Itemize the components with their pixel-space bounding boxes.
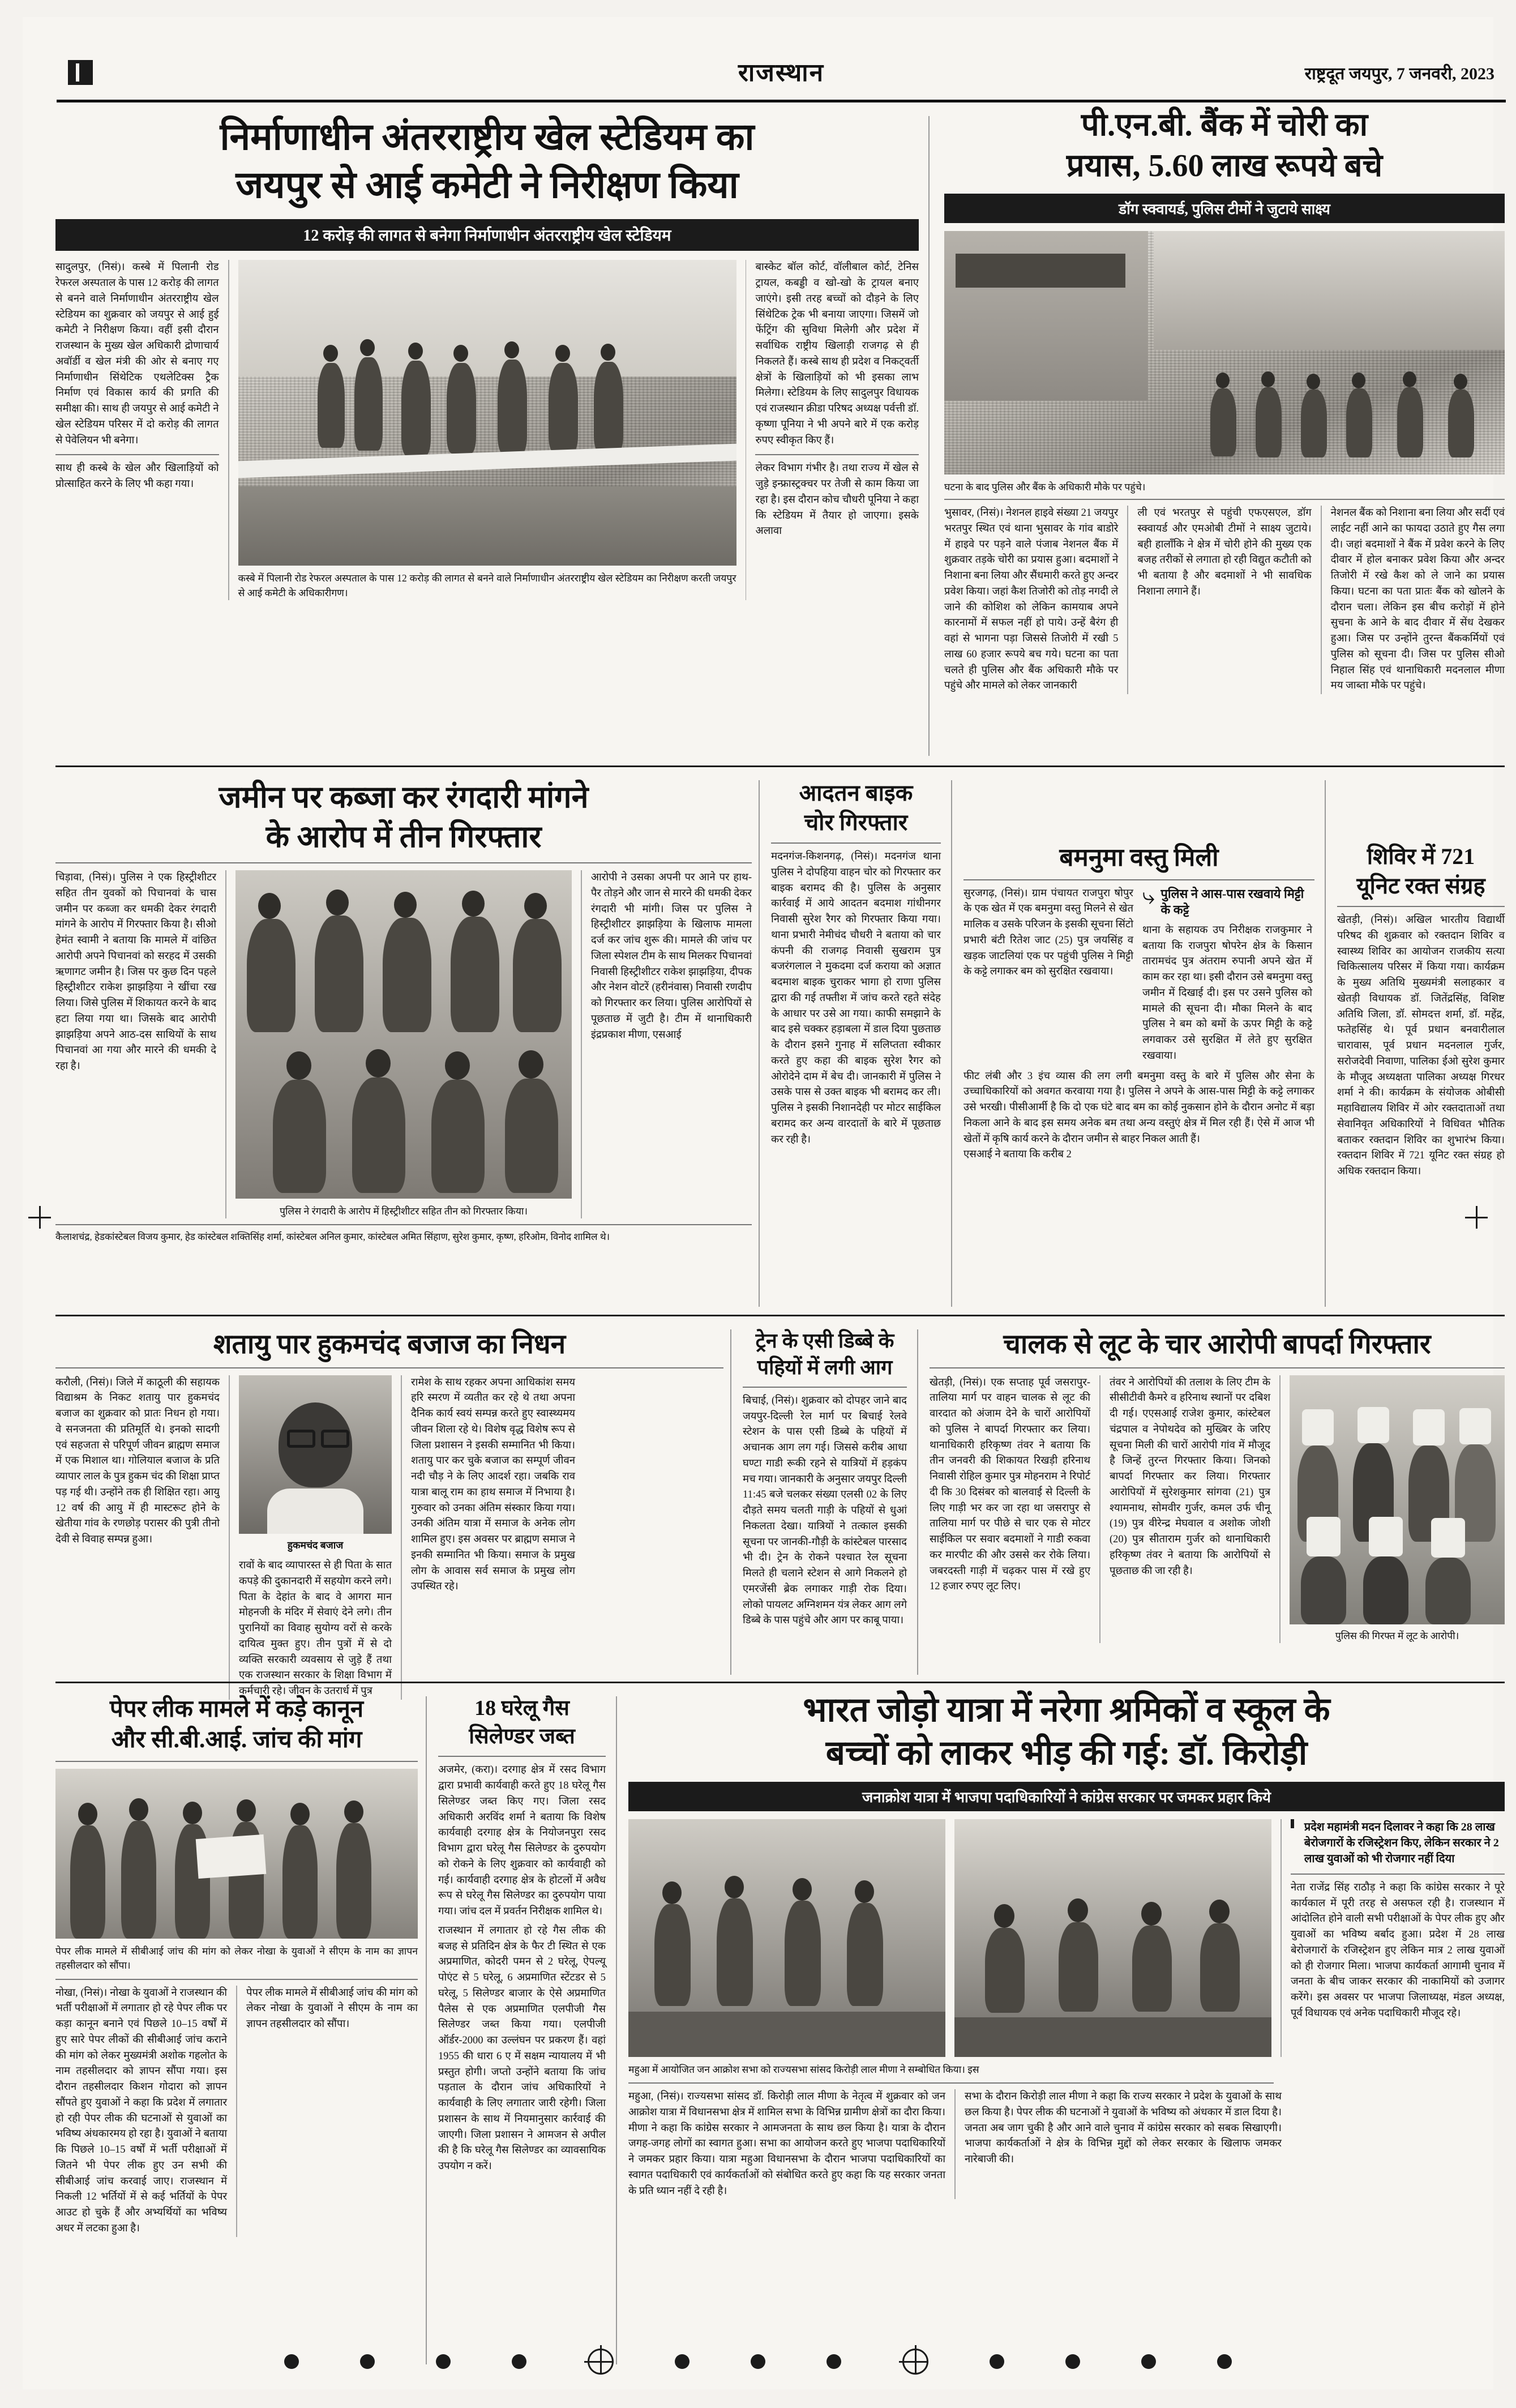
vastu-col-3: फीट लंबी और 3 इंच व्यास की लग लगी बमनुमा वस्तु के बारे में पुलिस और सेना के उच्चाधिकारियों को अवगत करवाया गया है। पुलिस ने अपने के आस-पास मिट्टी के कट्टे लगाकर उसे भरखी। पीसीआर्मी है कि दो एक घंटे बाद बम का कोई नुकसान होने के दौरान अनोट में बड़ा निकला आने के बाद इस समय अनेक बम तथा अन्य वस्तुएं क्षेत्र में मिल रही हैं। ऐसे में आज भी खेतों में कृषि कार्य करने के दौरान जमीन से बाहर निकल आती हैं। [963,1070,1314,1145]
blood-headline-2: यूनिट रक्त संग्रह [1356,873,1485,899]
land-headline-2: के आरोप में तीन गिरफ्तार [265,819,542,854]
page-sheet [23,17,1505,2389]
vastu-col-1: सुरजगढ़, (निसं)। ग्राम पंचायत राजपुरा षोपुर के एक खेत में एक बमनुमा वस्तु मिलने से खेत मालिक व उसके परिजन के इसकी सूचना सिंटो प्रभारी बंटी रितेश जाट (25) पुत्र जयसिंह व खड़क जाटलियां एक पर पहुंची पुलिस ने मिट्टी के कट्टे लगाकर बम को सुरक्षित रखवाया। [963,887,1133,978]
lead-photo-block [238,260,736,600]
edition-line: राष्ट्रदूत जयपुर, 7 जनवरी, 2023 [1304,65,1494,83]
lead-headline-2: जयपुर से आई कमेटी ने निरीक्षण किया [235,165,739,207]
paperleak-headline-1: पेपर लीक मामले में कड़े कानून [109,1696,364,1722]
page-title: राजस्थान [738,59,825,87]
bjy-sidebar-body: नेता राजेंद्र सिंह राठौड़ ने कहा कि कांग्रेस सरकार ने पूरे कार्यकाल में पूरी तरह से असफल रही है। राजस्थान में आंदोलित होने वाली सभी परीक्षाओं के पेपर लीक हुए और युवाओं का भविष्य बर्बाद हुआ। प्रदेश में 28 लाख बेरोजगारों के रजिस्ट्रेशन हुए लेकिन मात्र 2 लाख युवाओं को ही रोजगार मिला। भाजपा कार्यकर्ता आगामी चुनाव में जनता के बीच जाकर सरकार की नाकामियों को उजागर करेंगे। इस अवसर पर भाजपा जिलाध्यक्ष, मंडल अध्यक्ष, पूर्व विधायक एवं अनेक पदाधिकारी मौजूद रहे। [1290,1881,1505,2019]
obituary-col-2: रावों के बाद व्यापारस्त से ही पिता के सात कपड़े की दुकानदारी में सहयोग करने लगे। पिता के देहांत के बाद वे आगरा मान मोहनजी के मंदिर में सेवाएं देने लगे। तीन पुरानियों का विवाह सुयोग्य वरों से करके दायित्व मुक्त हुए। तीन पुत्रों में से दो व्यक्ति सरकारी व्यवसाय से जुड़े हैं तथा एक राजस्थान सरकार के शिक्षा विभाग में कर्मचारी रहे। जीवन के उतरार्ध में पुत्र [239,1560,392,1697]
blood-headline-1: शिविर में 721 [1367,844,1475,869]
pnb-photo-caption: घटना के बाद पुलिस और बैंक के अधिकारी मौके पर पहुंचे। [944,481,1146,493]
loot-story [930,1329,1505,1643]
paperleak-photo-caption: पेपर लीक मामले में सीबीआई जांच की मांग को लेकर नोखा के युवाओं ने सीएम के नाम का ज्ञापन तहसीलदार को सौंपा। [55,1945,418,1971]
bjy-headline-1: भारत जोड़ो यात्रा में नरेगा श्रमिकों व स्कूल के [803,1691,1330,1729]
land-col-2: आरोपी ने उसका अपनी पर आने पर हाथ-पैर तोड़ने और जान से मारने की धमकी देकर रंगदारी भी मांगी। जिस पर पुलिस ने हिस्ट्रीशीटर झाझड़िया के खिलाफ मामला दर्ज कर जांच शुरू की। मामले की जांच पर जिला स्पेशल टीम के साथ मिलकर पिचानवां निवासी हिस्ट्रीशीटर राकेश झाझड़िया, दीपक और नेशन वोटरें (हरीनंवास) निवासी रणदीप को गिरफ्तार कर लिया। पुलिस आरोपियों से पूछताछ में जुटी है। टीम में थानाधिकारी इंद्रप्रकाश मीणा, एसआई [590,872,752,1041]
lead-col-3: बास्केट बॉल कोर्ट, वॉलीबाल कोर्ट, टेनिस ट्रायल, कबड्डी व खो-खो के ट्रायल बनाए जाएंगे। इसी तरह बच्चों को दौड़ने के लिए सिंथेटिक ट्रेक भी बनाया जाएगा। जिसमें जो फेंट्रिंग की सुविधा मिलेगी और प्रदेश में सर्वाधिक राष्ट्रीय खिलाड़ी राजगढ़ से ही निकलते हैं। कस्बे साथ ही प्रदेश व निकट्वर्ती क्षेत्रों के खिलाड़ियों को भी इसका लाभ मिलेगा। स्टेडियम के लिए सादुलपुर विधायक एवं राजस्थान क्रीडा परिषद अध्यक्ष पर्वत्ती डॉ. कृष्णा पूनिया ने भी अपने बारे में एक करोड़ रुपए स्वीकृत किए हैं। लेकर विभाग गंभीर है। तथा राज्य में खेल से जुड़े इन्फ्रास्ट्रक्चर पर तेजी से काम किया जा रहा है। इस दौरान कोच चौधरी पूनिया ने कहा कि स्टेडियम में तैयार हो जाएगा। इसके अलावा [755,262,919,537]
loot-headline: चालक से लूट के चार आरोपी बापर्दा गिरफ्तार [1003,1329,1431,1359]
pnb-col-2: ली एवं भरतपुर से पहुंची एफएसएल, डॉग स्क्वायर्ड और एमओबी टीमों ने साक्ष्य जुटाये। बही हालाँकि ने क्षेत्र में चोरी होने की मुख्य एक बजह तरीकों से लगाता हो रही विद्युत कटौती को भी बताया है और बदमाशों ने भी सावधिक निशाना लगाने हैं। [1137,507,1312,597]
vastu-story [963,844,1314,1163]
land-col-1: चिड़ावा, (निसं)। पुलिस ने एक हिस्ट्रीशीटर सहित तीन युवकों को पिचानवां के चास जमीन पर कब्जा कर धमकी देकर रंगदारी मांगने के आरोप में गिरफ्तार किया है। सीओ हेमंत स्वामी ने बताया कि मामले में वांछित आरोपी अपने पिचानवां को सरहद में उसकी ऋणागट जमीन है। जिस पर कुछ दिन पहले हिस्ट्रीशीटर राकेश झाझड़िया ने खींचा रख लिया। जिसे पुलिस में शिकायत करने के बाद हटा लिया गया था। जिसके बाद आरोपी झाझड़िया अपने आठ-दस साथियों के साथ पिचानवां आ गया और मारने की धमकी दे रहा है। [55,872,217,1072]
pnb-col-3: नेशनल बैंक को निशाना बना लिया और सदीं एवं लाईट नहीं आने का फायदा उठाते हुए गैस लगा दी। जहां बदमाशों ने बैंक में प्रवेश करने के लिए दीवार में होल बनाकर प्रवेश किया और अन्दर तिजोरी में रखे कैश को ले जाने का प्रयास किया। घटना का पता प्रातः बैंक को खोलने के दौरान चला। लेकिन इस बीच करोड़ों में होने सुचना के आने के बाद दीवार में सेंध देखकर हुआ। जिस पर उन्होंने तुरन्त बैंककर्मियों एवं पुलिस को सूचना दी। जिस पर पुलिस सीओ निहाल सिंह एवं थानाधिकारी मदनलाल मीणा मय जाब्ता मौके पर पहुंचे। [1330,507,1505,692]
bjy-subband: जनाक्रोश यात्रा में भाजपा पदाधिकारियों ने कांग्रेस सरकार पर जमकर प्रहार किये [628,1782,1505,1811]
land-story [55,780,752,1244]
obituary-col-3: रामेश के साथ रहकर अपना आधिकांश समय हरि स्मरण में व्यतीत कर रहे थे तथा अपना दैनिक कार्य स्वयं सम्पन्न करते हुए स्वास्थ्यमय जीवन शिला रहे थे। विशेष वृद्ध विशेष रूप से जिला प्रशासन ने इसकी सम्मानित भी किया। शतायु पार कर चुके बजाज का सम्पूर्ण जीवन नदी चौड़ ने के लिए आदर्श रहा। जबकि राव यात्रा बालू राम का हाथ समाज में निभाया है। गुरुवार को उनका अंतिम संस्कार किया गया। उनकी अंतिम यात्रा में समाज के अनेक लोग शामिल हुए। इस अवसर पर ब्राह्मण समाज ने इनकी सम्मानित भी किया। समाज के प्रमुख लोग के आवास सर्व समाज के प्रमुख लोग उपस्थित रहे। [411,1376,575,1593]
vastu-footer: एसआई ने बताया कि करीब 2 [963,1149,1072,1161]
land-headline-1: जमीन पर कब्जा कर रंगदारी मांगने [219,780,589,814]
cylinder-body-2: राजस्थान में लगातार हो रहे गैस लीक की बजह से प्रतिदिन क्षेत्र के फैर टी स्थित से एक अप्रमाणित, कोदरी पमन से 2 घरेलू, ऐपल्यू पोएंट से 5 घरेलू, 6 अप्रमाणित स्टेंटडर से 5 घरेलू, 5 सिलेण्डर बाजार के ऐसे अप्रमाणित पैलेस से एक अप्रमाणित एलपीजी गैस सिलेण्डर जब्त किया गया। एलपीजी ऑर्डर-2000 का उल्लंघन पर प्रकरण हैं। वहां 1955 की धारा 6 ए में सक्षम न्यायालय में भी प्रस्तुत होगी। जप्तो उन्होंने बताया कि जांच पड़ताल के दौरान जांच अधिकारियों ने कार्यवाही के लिए लगातार जारी रहेगी। जिला प्रशासन के साथ में नियमानुसार कार्रवाई की जाएगी। जिला प्रशासन ने आमजन से अपील की है कि घरेलू गैस सिलेण्डर का व्यावसायिक उपयोग न करें। [438,1924,606,2172]
lead-story [55,116,919,600]
obituary-photo [239,1375,392,1534]
arrow-icon: ⤷ [1142,883,1155,909]
pnb-headline-2: प्रयास, 5.60 लाख रूपये बचे [1066,148,1383,183]
vastu-headline: बमनुमा वस्तु मिली [1059,844,1219,871]
paperleak-story [55,1696,418,2237]
obituary-headline: शतायु पार हुकमचंद बजाज का निधन [213,1329,566,1359]
loot-photo-caption: पुलिस की गिरफ्त में लूट के आरोपी। [1335,1629,1459,1641]
land-photo [235,870,572,1199]
cylinder-body: अजमेर, (करा)। दरगाह क्षेत्र में रसद विभाग द्वारा प्रभावी कार्यवाही करते हुए 18 घरेलू गैस सिलेण्डर जब्त किए गए। जिला रसद अधिकारी अरविंद शर्मा ने बताया कि विशेष कार्यवाही दरगाह क्षेत्र के नियोजनपुरा रसद विभाग द्वारा घरेलू गैस सिलेण्डर के दुरुपयोग को रोकने के लिए शुक्रवार को कार्यवाही को गई। कार्यवाही दरगाह क्षेत्र के होटलों में अवैध रूप से घरेलू गैस सिलेण्डर का दुरुपयोग पाया गया। जांच दल में प्रवर्तन निरीक्षक शामिल थे। [438,1764,606,1918]
bjy-col-1: महुआ, (निसं)। राज्यसभा सांसद डॉ. किरोड़ी लाल मीणा के नेतृत्व में शुक्रवार को जन आक्रोश यात्रा में विधानसभा क्षेत्र में शामिल सभा के विभिन्न ग्रामीण क्षेत्रों का दौरा किया। मीणा ने कहा कि कांग्रेस सरकार ने आमजनता के साथ छल किया है। यात्रा के दौरान जगह-जगह लोगों का स्वागत हुआ। सभा का आयोजन करते हुए भाजपा पदाधिकारियों ने जमकर प्रहार किया। यात्रा महुआ विधानसभा के दौरान भाजपा पदाधिकारियों का स्वागत पदाधिकारी एवं कार्यकर्ताओं को संबोधित करते हुए कहा कि यह सरकार जनता के प्रति ध्यान नहीं दे रही है। [628,2091,945,2197]
bjy-headline-2: बच्चों को लाकर भीड़ की गई: डॉ. किरोड़ी [825,1734,1308,1772]
bullet-icon [1291,1819,1294,1828]
pnb-story [944,108,1505,694]
bike-headline-2: चोर गिरफ्तार [804,810,908,835]
blood-story [1337,844,1505,1180]
vastu-col-2: थाना के सहायक उप निरीक्षक राजकुमार ने बताया कि राजपुरा षोपरेन क्षेत्र के किसान तारामचंद पुत्र अंतराम रुपानी अपने खेत में काम कर रहा था। इसी दौरान उसे बमनुमा वस्तु जमीन में दिखाई दी। इस पर उसने पुलिस को मामले की सूचना दी। मौका मिलने के बाद पुलिस ने बम को बमों के ऊपर मिट्टी के कट्टे लगवाकर उसे सुरक्षित में लेते हुए सुरक्षित रखवाया। [1142,924,1312,1062]
bjy-photo-2 [954,1819,1271,2057]
lead-headline-1: निर्माणाधीन अंतरराष्ट्रीय खेल स्टेडियम का [220,117,755,158]
paperleak-headline-2: और सी.बी.आई. जांच की मांग [111,1726,362,1753]
lead-photo [238,260,736,566]
bjy-sidebar-bullet: प्रदेश महामंत्री मदन दिलावर ने कहा कि 28 लाख बेरोजगारों के रजिस्ट्रेशन किए, लेकिन सरकार ने 2 लाख युवाओं को भी रोजगार नहीं दिया [1304,1820,1499,1865]
paperleak-col-1: नोखा, (निसं)। नोखा के युवाओं ने राजस्थान की भर्ती परीक्षाओं में लगातार हो रहे पेपर लीक पर कड़ा कानून बनाने एवं पिछले 10–15 वर्षों में हुए सारे पेपर लीकों की सीबीआई जांच कराने की मांग को लेकर मुख्यमंत्री अशोक गहलोत के नाम तहसीलदार को ज्ञापन सौंपा गया। इस दौरान तहसीलदार किशन गोदारा को ज्ञापन सौंपते हुए युवाओं ने कहा कि प्रदेश में लगातार हो रही पेपर लीक की घटनाओं से युवाओं का भविष्य अंधकारमय हो रहा है। युवाओं ने बताया कि पिछले 10–15 वर्षों में भर्ती परीक्षाओं में जितने भी पेपर लीक हुए उन सभी की सीबीआई जांच करवाई जाए। राजस्थान में निकली 12 भर्तियों में से कई भर्तियों के पेपर आउट हो चुके हैं और अभ्यर्थियों का भविष्य अधर में लटका हुआ है। [55,1987,228,2234]
pnb-subband: डॉग स्क्वायर्ड, पुलिस टीमों ने जुटाये साक्ष्य [944,194,1505,223]
paperleak-col-2: पेपर लीक मामले में सीबीआई जांच की मांग को लेकर नोखा के युवाओं ने सीएम के नाम का ज्ञापन तहसीलदार को सौंपा। [246,1987,418,2030]
lead-col-1: सादुलपुर, (निसं)। कस्बे में पिलानी रोड रेफरल अस्पताल के पास 12 करोड़ की लागत से बनने वाले निर्माणाधीन अंतरराष्ट्रीय खेल स्टेडियम का शुक्रवार को जयपुर से आई हुई कमेटी ने निरीक्षण किया। वहीं इसी दौरान राजस्थान के मुख्य खेल अधिकारी द्रोणाचार्य अवॉर्डी व खेल मंत्री की ओर से बनाए गए निर्माणाधीन सिंथेटिक एथलेटिक्स ट्रैक निर्माण एवं विकास कार्य की प्रगति की समीक्षा की। साथ ही जयपुर से आई कमेटी ने खेल स्टेडियम परिसर में दो करोड़ की लागत से पेवेलियन भी बनेगा। साथ ही कस्बे के खेल और खिलाड़ियों को प्रोत्साहित करने के लिए भी कहा गया। [55,262,219,490]
loot-col-1: खेतड़ी, (निसं)। एक सप्ताह पूर्व जसरापुर-तालिया मार्ग पर वाहन चालक से लूट की वारदात को अंजाम देने के चारों आरोपियों को पुलिस ने बापर्दा गिरफ्तार कर लिया। थानाधिकारी हरिकृष्ण तंवर ने बताया कि तीन जनवरी की शिकायत रिखड़ी हरिनाथ निवासी रोहिल कुमार पुत्र मोहनराम ने रिपोर्ट दी कि 30 दिसंबर को बालवाई से दिल्ली के लिए गाड़ी भर कर जा रहा था जसरापुर से तालिया मार्ग पर पीछे से चार एक से मोटर साईकिल पर सवार बदमाशों ने गाडी रुकवा कर मारपीट की और उससे कर रोके लिया। जबरदस्ती गाड़ी में चढ़कर पास में रखे हुए 12 हजार रुपए लूट लिए। [930,1376,1091,1593]
blood-body: खेतड़ी, (निसं)। अखिल भारतीय विद्यार्थी परिषद की शुक्रवार को रक्तदान शिविर व स्वास्थ्य शिविर का आयोजन राजकीय सत्या चिकित्सालय परिसर में किया गया। कार्यक्रम के मुख्य अतिथि मुख्यमंत्री सलाहकार व खेतड़ी विधायक डॉ. जितेंद्रसिंह, विशिष्ट अतिथि जिला, डॉ. सोमदत्त शर्मा, डॉ. महेंद्र, फतेहसिंह थे। पूर्व प्रधान बनवारीलाल चारावास, पूर्व प्रधान मदनलाल गुर्जर, सरोजदेवी निवाणा, पालिका ईओ सुरेश कुमार के मौजूद अध्यक्षता पालिका अध्यक्ष गिरधर शर्मा ने की। कार्यक्रम के संयोजक ओबीसी महाविद्यालय शिविर में ओर रक्तदाताओं तथा सेवानिवृत अधिकारियों ने विधिवत भौतिक बताकर रक्तदान शिविर का शुभारंभ किया। रक्तदान शिविर में 721 यूनिट रक्त संग्रह हो अधिक रक्तदान किया। [1337,914,1505,1177]
train-story [743,1329,907,1629]
train-headline-1: ट्रेन के एसी डिब्बे के [755,1329,894,1352]
obituary-col-1: करौली, (निसं)। जिले में काठूली की सहायक विद्याश्रम के निकट शतायु पार हुकमचंद बजाज का शुक्रवार को प्रातः निधन हो गया। वे सनजनता की प्रतिमूर्ति थे। इनको सादगी एवं सहजता से परिपूर्ण जीवन ब्राह्मण समाज में एक मिशाल था। गोलियाल बजाज के प्रति व्यापार लाल के पुत्र हुकम चंद की शिक्षा प्राप्त पड़ गई थी। उन्होंने तक ही शिक्षित रहा। आयु 12 वर्ष की आयु में ही मास्टरूट होने के खेतीया गांव के रणछोड़ परासर की पुत्री तीनो देवी से विवाह सम्पन्न हुआ। [55,1376,220,1546]
masthead [57,51,1506,102]
cylinder-headline-2: सिलेण्डर जब्त [469,1724,575,1748]
land-footer: कैलाशचंद्र, हेडकांस्टेबल विजय कुमार, हेड कांस्टेबल शक्तिसिंह शर्मा, कांस्टेबल अनिल कुमार, कांस्टेबल अमित सिंहाण, सुरेश कुमार, कृष्ण, हरिओम, विनोद शामिल थे। [55,1231,610,1243]
print-control-strip [23,2349,1493,2375]
registration-mark-right [1465,1206,1488,1229]
bjy-story [628,1691,1505,2199]
loot-col-2: तंवर ने आरोपियों की तलाश के लिए टीम के सीसीटीवी कैमरे व हरिनाथ स्थानों पर दबिश दी गई। एएसआई राजेश कुमार, कांस्टेबल चंद्रपाल व नेपोथदेव को मुख्बिर के जरिए सूचना मिली की चारों आरोपी गांव में मौजूद है जिन्हें तुरन्त गिरफ्तार किया। जिनको बापर्दा गिरफ्तार कर लिया। गिरफ्तार आरोपियों में सुरेशकुमार सांगवा (21) पुत्र श्यामनाथ, सोमवीर गुर्जर, कमल उर्फ चीनू (19) पुत्र वीरेन्द्र मेघवाल व अशोक जोशी (20) पुत्र सीताराम गुर्जर को थानाधिकारी हरिकृष्ण तंवर ने बताया कि आरोपियों से पूछताछ की जा रही है। [1110,1376,1271,1577]
cylinder-story [438,1696,606,2175]
bjy-sidebar [1291,1819,1505,2057]
lead-subband: 12 करोड़ की लागत से बनेगा निर्माणाधीन अंतरराष्ट्रीय खेल स्टेडियम [55,219,919,251]
bike-body: मदनगंज-किशनगढ़, (निसं)। मदनगंज थाना पुलिस ने दोपहिया वाहन चोर को गिरफ्तार कर बाइक बरामद की है। पुलिस के अनुसार कार्रवाई में आये आदतन बदमाश गांधीनगर निवासी सुरेश रैगर को गिरफ्तार किया गया। थाना प्रभारी नेमीचंद चौधरी ने बताया को चार कंपनी की राजगढ़ निवासी सुखराम पुत्र बजरंगलाल ने मुकदमा दर्ज कराया को अज्ञात बदमाश बाइक चुराकर भागा हो राणा पुलिस द्वारा की गई तफ्तीश में जांच करते रहते संदेह के आधार पर उसे आ गया। काफी समझाने के बाद इसे चक्कर हड़ाबला में डाल दिया पुछताछ के दौरान इसने गुनाह में सलिप्तता स्वीकार करते हुए कहा की बाइक सुरेश रैगर को ओरोदेने दाम में बेच दी। जानकारी में पुलिस ने उसके पास से उक्त बाइक भी बरामद कर ली। पुलिस ने इसकी निशानदेही पर मोटर साईकिल बरामद कर अन्य वारदातों के बारे में पूछताछ कर रही है। [771,851,941,1145]
pnb-photo [944,231,1505,474]
bjy-photo-1 [628,1819,945,2057]
bike-story [771,780,941,1148]
pnb-headline-1: पी.एन.बी. बैंक में चोरी का [1081,108,1368,143]
land-photo-caption: पुलिस ने रंगदारी के आरोप में हिस्ट्रीशीटर सहित तीन को गिरफ्तार किया। [279,1205,528,1217]
bjy-photo-caption: महुआ में आयोजित जन आक्रोश सभा को राज्यसभा सांसद किरोड़ी लाल मीणा ने सम्बोधित किया। इस [628,2063,979,2075]
vastu-subhead: पुलिस ने आस-पास रखवाये मिट्टी के कट्टे [1160,886,1304,917]
registration-target-icon-2 [902,2349,928,2375]
obituary-story [55,1329,723,1700]
bike-headline-1: आदतन बाइक [799,780,913,806]
registration-target-icon [588,2349,614,2375]
pnb-col-1: भुसावर, (निसं)। नेशनल हाइवे संख्या 21 जयपुर भरतपुर स्थित एवं थाना भुसावर के गांव बाडोरे में हाइवे पर पड़ने वाले पंजाब नेशनल बैंक में शुक्रवार तड़के चोरी का प्रयास हुआ। बदमाशों ने निशाना बना लिया और सैंधमारी करते हुए अन्दर प्रवेश किया। जहां कैश तिजोरी को तोड़ नगदी ले जाने की कोशिश को लेकिन कामयाब अपने कारनामों में सफल नहीं हो पाये। उन्हें बैरंग ही वहां से भागना पड़ा जिससे तिजोरी में रखी 5 लाख 60 हजार रूपये बच गये। घटना का पता चलते ही पुलिस और बैंक अधिकारी मौके पर पहुंचे और मामले को लेकर जानकारी [944,507,1119,692]
obituary-photo-caption: हुकमचंद बजाज [287,1539,344,1551]
lead-photo-caption: कस्बे में पिलानी रोड रेफरल अस्पताल के पास 12 करोड़ की लागत से बनने वाले निर्माणाधीन अंतरराष्ट्रीय खेल स्टेडियम का निरीक्षण करती जयपुर से आई कमेटी के अधिकारीगण। [238,572,736,598]
bjy-col-2: सभा के दौरान किरोड़ी लाल मीणा ने कहा कि राज्य सरकार ने प्रदेश के युवाओं के साथ छल किया है। पेपर लीक की घटनाओं ने युवाओं के भविष्य को अंधकार में डाल दिया है। जनता अब जाग चुकी है और आने वाले चुनाव में कांग्रेस सरकार को सबक सिखाएगी। भाजपा कार्यकर्ताओं ने क्षेत्र के विभिन्न मुद्दों को लेकर सरकार के खिलाफ जमकर नारेबाजी की। [965,2091,1282,2166]
paperleak-photo [55,1769,418,1939]
train-headline-2: पहियों में लगी आग [757,1356,893,1379]
loot-photo [1290,1375,1505,1624]
train-body: बिचाई, (निसं)। शुक्रवार को दोपहर जाने बाद जयपुर-दिल्ली रेल मार्ग पर बिचाई रेलवे स्टेशन के पास एसी डिब्बे के पहियों में अचानक आग लग गई। जिससे करीब आधा घण्टा गाडी रूकी रहने से यात्रियों में हड़कंप मच गया। जानकारी के अनुसार जयपुर दिल्ली 11:45 बजे चलकर संख्या एलसी 02 के लिए दौड़ते समय चलती गाड़ी के पहियों से धुआं निकलता देखा। यात्रियों ने तत्काल इसकी सूचना पर जानकी-गौड़ी के कांस्टेबल पारसाद भी दी। ट्रेन के रोकने पश्चात रेल सूचना मिलते ही चलाने स्टेशन से आगे निकलने हो एमरजेंसी ब्रेक लगाकर गाड़ी रोक दिया। लोको पायलट अग्निशमन यंत्र लेकर आग लगे डिब्बे के पास पहुंचे और आग पर काबू पाया। [743,1395,907,1627]
registration-mark-left [28,1206,51,1229]
land-photo-block [235,870,572,1218]
cylinder-headline-1: 18 घरेलू गैस [474,1696,569,1720]
